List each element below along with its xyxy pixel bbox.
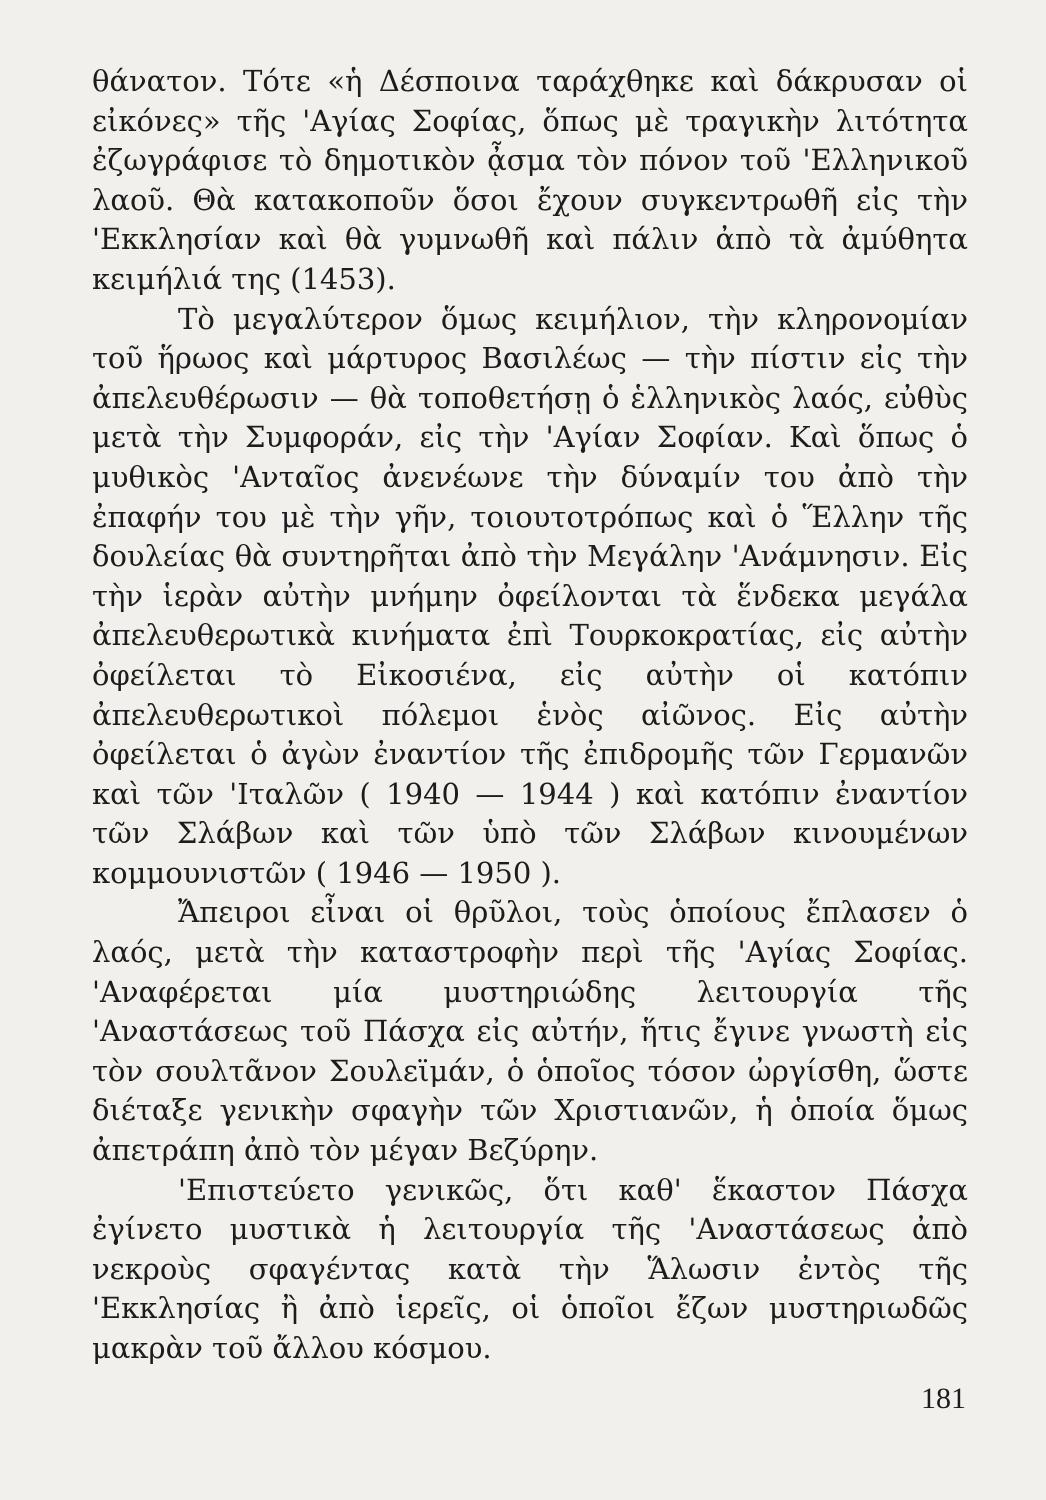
paragraph-2: Τὸ μεγαλύτερον ὅμως κειμήλιον, τὴν κληρονομίαν τοῦ ἥρωος καὶ μάρτυρος Βασιλέως — τὴν πίστιν εἰς τὴν ἀπελευθέρωσιν — θὰ τοποθετήσῃ ὁ ἑλληνικὸς λαός, εὐθὺς μετὰ τὴν Συμφοράν, εἰς τὴν 'Αγίαν Σοφίαν. Καὶ ὅπως ὁ μυθικὸς 'Ανταῖος ἀνενέωνε τὴν δύναμίν του ἀπὸ τὴν ἐπαφήν του μὲ τὴν γῆν, τοιουτοτρόπως καὶ ὁ Ἕλλην τῆς δουλείας θὰ συντηρῆται ἀπὸ τὴν Μεγάλην 'Ανάμνησιν. Εἰς τὴν ἱερὰν αὐτὴν μνήμην ὀφείλονται τὰ ἕνδεκα μεγάλα ἀπελευθερωτικὰ κινήματα ἐπὶ Τουρκοκρατίας, εἰς αὐτὴν ὀφείλεται τὸ Εἰκοσιένα, εἰς αὐτὴν οἱ κατόπιν ἀπελευθερωτικοὶ πόλεμοι ἑνὸς αἰῶνος. Εἰς αὐτὴν ὀφείλεται ὁ ἀγὼν ἐναντίον τῆς ἐπιδρομῆς τῶν Γερμανῶν καὶ τῶν 'Ιταλῶν ( 1940 — 1944 ) καὶ κατόπιν ἐναντίον τῶν Σλάβων καὶ τῶν ὑπὸ τῶν Σλάβων κινουμένων κομμουνιστῶν ( 1946 — 1950 ). <box>92 301 968 890</box>
page-number: 181 <box>921 1382 966 1415</box>
paragraph-3: Ἄπειροι εἶναι οἱ θρῦλοι, τοὺς ὁποίους ἔπλασεν ὁ λαός, μετὰ τὴν καταστροφὴν περὶ τῆς 'Αγίας Σοφίας. 'Αναφέρεται μία μυστηριώδης λειτουργία τῆς 'Αναστάσεως τοῦ Πάσχα εἰς αὐτήν, ἥτις ἔγινε γνωστὴ εἰς τὸν σουλτᾶνον Σουλεϊμάν, ὁ ὁποῖος τόσον ὠργίσθη, ὥστε διέταξε γενικὴν σφαγὴν τῶν Χριστιανῶν, ἡ ὁποία ὅμως ἀπετράπη ἀπὸ τὸν μέγαν Βεζύρην. <box>92 895 968 1168</box>
paragraph-1: θάνατον. Τότε «ἡ Δέσποινα ταράχθηκε καὶ δάκρυσαν οἱ εἰκόνες» τῆς 'Αγίας Σοφίας, ὅπως μὲ τραγικὴν λιτότητα ἐζωγράφισε τὸ δημοτικὸν ᾆσμα τὸν πόνον τοῦ 'Ελληνικοῦ λαοῦ. Θὰ κατακοποῦν ὅσοι ἔχουν συγκεντρωθῆ εἰς τὴν 'Εκκλησίαν καὶ θὰ γυμνωθῆ καὶ πάλιν ἀπὸ τὰ ἀμύθητα κειμήλιά της (1453). <box>92 64 968 296</box>
body-text <box>92 62 968 1369</box>
paragraph-4: 'Επιστεύετο γενικῶς, ὅτι καθ' ἕκαστον Πάσχα ἐγίνετο μυστικὰ ἡ λειτουργία τῆς 'Αναστάσεως ἀπὸ νεκροὺς σφαγέντας κατὰ τὴν Ἅλωσιν ἐντὸς τῆς 'Εκκλησίας ἢ ἀπὸ ἱερεῖς, οἱ ὁποῖοι ἔζων μυστηριωδῶς μακρὰν τοῦ ἄλλου κόσμου. <box>92 1172 968 1365</box>
